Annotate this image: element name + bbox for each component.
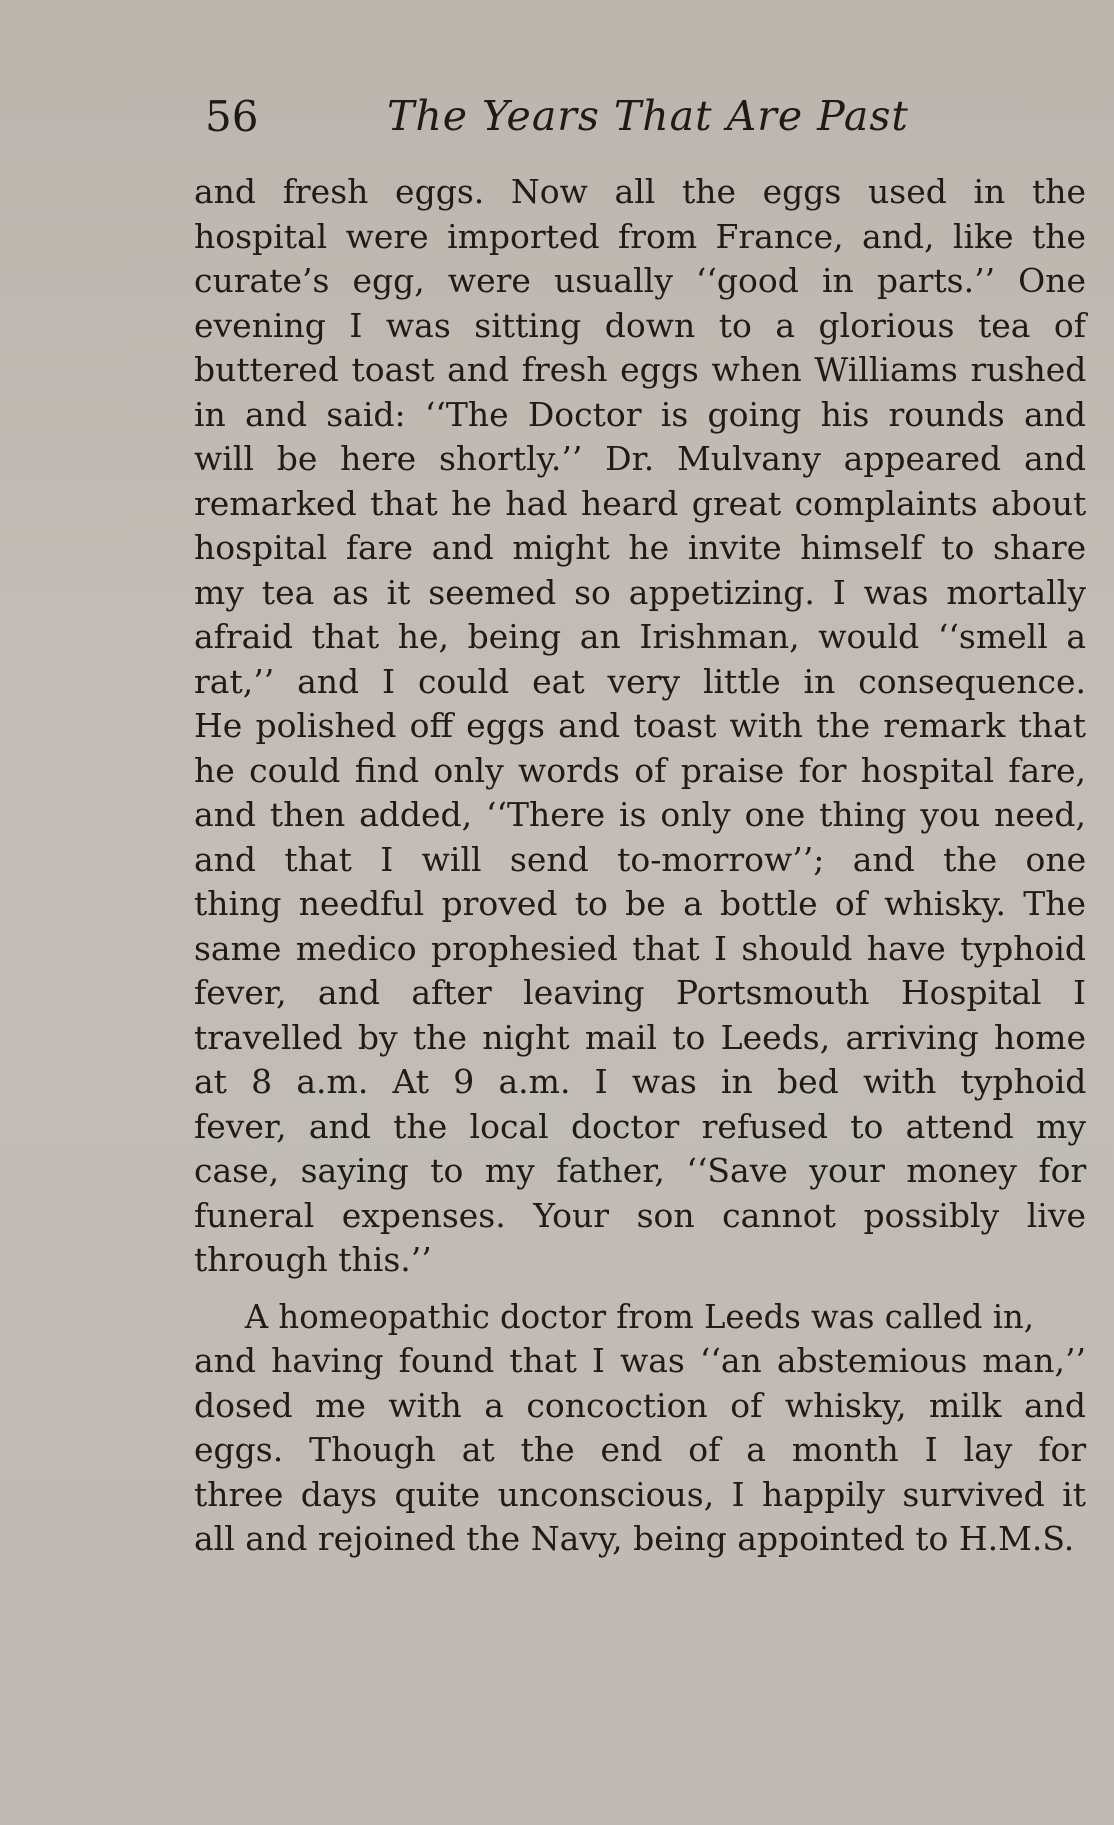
text-line: hospital fare and might he invite himself to share [194, 528, 1087, 567]
text-line: buttered toast and fresh eggs when Williams rushed [194, 350, 1087, 389]
text-line: hospital were imported from France, and, like the [194, 216, 1086, 256]
text-line: will be here shortly.’’ Dr. Mulvany appeared and [194, 439, 1087, 478]
text-line: fever, and the local doctor refused to attend my [194, 1106, 1086, 1146]
text-line: rat,’’ and I could eat very little in consequence. [194, 661, 1086, 701]
text-line: in and said: ‘‘The Doctor is going his rounds and [194, 394, 1086, 434]
running-title: The Years That Are Past [387, 92, 909, 140]
page-header [205, 92, 1085, 152]
text-line: and fresh eggs. Now all the eggs used in the [194, 172, 1086, 211]
text-line: eggs. Though at the end of a month I lay for [194, 1430, 1087, 1469]
text-line: all and rejoined the Navy, being appointed to H.M.S. [194, 1519, 1075, 1558]
paragraph-gap [194, 1283, 1086, 1295]
text-line: dosed me with a concoction of whisky, milk and [194, 1385, 1086, 1425]
page-number: 56 [205, 92, 259, 141]
text-line: evening I was sitting down to a glorious tea of [194, 305, 1086, 345]
text-line: and then added, ‘‘There is only one thing you need, [194, 795, 1086, 834]
text-line: curate’s egg, were usually ‘‘good in parts.’’ One [194, 261, 1086, 300]
text-line: A homeopathic doctor from Leeds was called in, [244, 1296, 1035, 1336]
text-line: same medico prophesied that I should have typhoid [194, 928, 1086, 968]
text-line: remarked that he had heard great complaints about [194, 483, 1087, 523]
text-line: travelled by the night mail to Leeds, arriving home [194, 1017, 1086, 1057]
text-line: case, saying to my father, ‘‘Save your money for [194, 1151, 1087, 1190]
text-line: thing needful proved to be a bottle of whisky. The [194, 884, 1087, 923]
text-line: funeral expenses. Your son cannot possibly live [194, 1195, 1086, 1235]
text-line: and that I will send to-morrow’’; and the one [194, 839, 1087, 879]
text-line: and having found that I was ‘‘an abstemious man,’’ [194, 1341, 1086, 1380]
text-line: afraid that he, being an Irishman, would ‘‘smell a [194, 617, 1087, 656]
text-line: three days quite unconscious, I happily survived it [194, 1474, 1086, 1514]
text-line: my tea as it seemed so appetizing. I was mortally [194, 572, 1086, 612]
text-line: fever, and after leaving Portsmouth Hospital I [194, 973, 1086, 1012]
paragraph-1 [194, 170, 1086, 1283]
text-line: at 8 a.m. At 9 a.m. I was in bed with typhoid [194, 1062, 1087, 1101]
paragraph-2 [194, 1295, 1086, 1562]
text-line: He polished off eggs and toast with the remark that [194, 706, 1086, 745]
text-line: through this.’’ [194, 1240, 432, 1279]
text-line: he could find only words of praise for hospital fare, [194, 750, 1086, 790]
body-text [194, 170, 1086, 1562]
